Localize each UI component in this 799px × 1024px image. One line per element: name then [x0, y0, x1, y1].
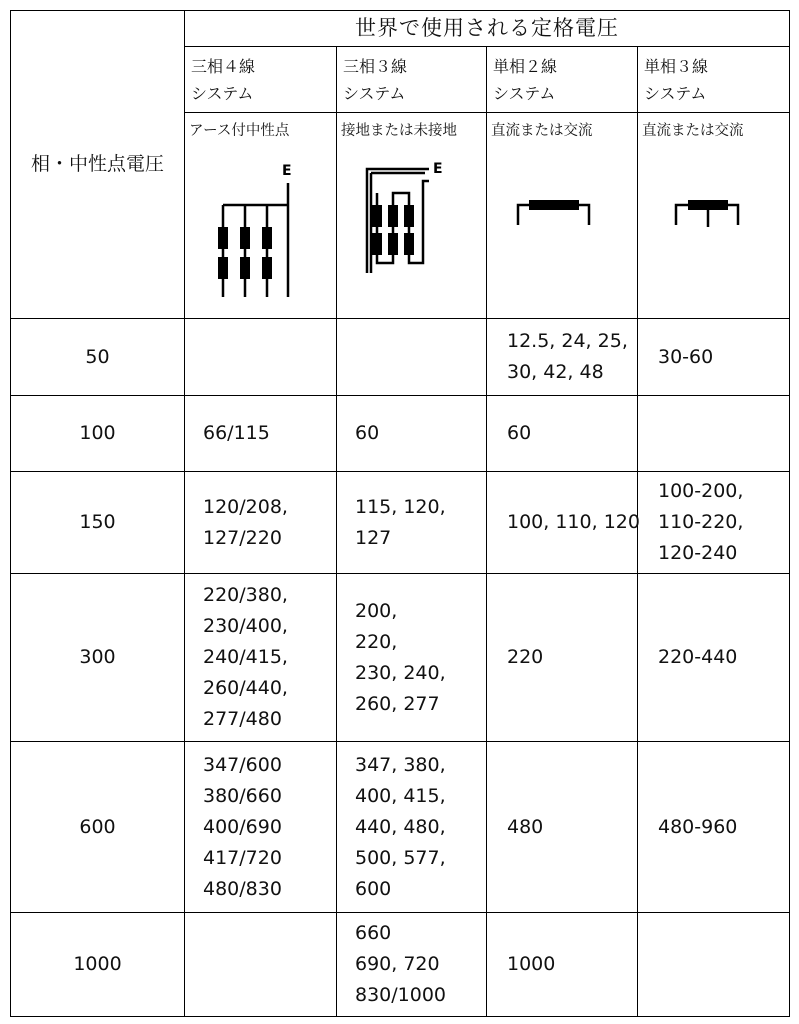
- value-line: 100, 110, 120: [507, 511, 640, 533]
- value-cell: [638, 396, 790, 472]
- diagram-label: 接地または未接地: [341, 123, 457, 139]
- value-line: 480-960: [658, 815, 738, 838]
- value-line: 30-60: [658, 345, 714, 368]
- value-line: 127: [355, 526, 392, 549]
- value-line: 260, 277: [355, 692, 440, 715]
- table-row: [11, 472, 790, 574]
- value-line: 260/440,: [203, 677, 288, 699]
- value-cell: [185, 472, 337, 574]
- table-row: [11, 396, 790, 472]
- value-cell: [487, 319, 638, 396]
- value-cell: [638, 319, 790, 396]
- diagram-cell-2: [337, 113, 487, 319]
- value-line: 1000: [507, 953, 556, 975]
- value-cell: [487, 574, 638, 742]
- value-cell: [337, 913, 487, 1017]
- diagram-cell-4: [638, 113, 790, 319]
- system-header-2: 三相３線 システム: [337, 47, 487, 113]
- value-line: 220,: [355, 630, 398, 653]
- value-cell: [487, 742, 638, 913]
- table-row: [11, 913, 790, 1017]
- diagram-label: 直流または交流: [491, 123, 593, 139]
- diagram-label: 直流または交流: [642, 123, 744, 139]
- value-cell: [487, 472, 638, 574]
- value-cell: [487, 913, 638, 1017]
- value-line: 347, 380,: [355, 753, 446, 776]
- value-cell: [337, 396, 487, 472]
- earth-label: E: [282, 163, 292, 179]
- corner-header: 相・中性点電圧: [11, 11, 185, 319]
- voltage-table: [10, 10, 790, 1017]
- value-line: 277/480: [203, 708, 282, 730]
- value-line: 830/1000: [355, 984, 447, 1006]
- diagram-cell-1: [185, 113, 337, 319]
- table-row: [11, 742, 790, 913]
- voltage-cell: 300: [11, 574, 185, 742]
- voltage-cell: 150: [11, 472, 185, 574]
- value-line: 400, 415,: [355, 784, 446, 807]
- value-cell: [337, 574, 487, 742]
- value-line: 115, 120,: [355, 495, 446, 518]
- value-line: 500, 577,: [355, 846, 446, 869]
- table-row: [11, 574, 790, 742]
- system-header-1: 三相４線 システム: [185, 47, 337, 113]
- value-line: 400/690: [203, 815, 282, 838]
- value-line: 230, 240,: [355, 661, 446, 684]
- value-cell: [185, 574, 337, 742]
- voltage-cell: 50: [11, 319, 185, 396]
- system-header-4: 単相３線 システム: [638, 47, 790, 113]
- value-cell: [337, 742, 487, 913]
- value-line: 12.5, 24, 25,: [507, 330, 628, 352]
- value-line: 120-240: [658, 542, 738, 564]
- value-cell: [185, 913, 337, 1017]
- value-line: 60: [355, 422, 380, 444]
- value-line: 240/415,: [203, 646, 288, 668]
- value-line: 60: [507, 422, 532, 444]
- value-line: 660: [355, 922, 392, 944]
- value-cell: [638, 574, 790, 742]
- value-line: 30, 42, 48: [507, 361, 604, 383]
- value-line: 600: [355, 877, 392, 900]
- value-line: 220-440: [658, 646, 738, 668]
- voltage-cell: 600: [11, 742, 185, 913]
- system-header-3: 単相２線 システム: [487, 47, 638, 113]
- value-line: 100-200,: [658, 480, 744, 502]
- voltage-cell: 100: [11, 396, 185, 472]
- value-line: 230/400,: [203, 615, 288, 637]
- value-cell: [185, 742, 337, 913]
- value-line: 690, 720: [355, 953, 440, 975]
- value-cell: [185, 396, 337, 472]
- diagram-label: アース付中性点: [189, 123, 290, 139]
- value-line: 347/600: [203, 753, 282, 776]
- three-phase-four-wire-diagram: [185, 113, 337, 319]
- earth-label: E: [433, 161, 443, 177]
- table-title: 世界で使用される定格電圧: [185, 11, 790, 47]
- value-line: 380/660: [203, 784, 282, 807]
- value-line: 220: [507, 646, 544, 668]
- value-cell: [638, 913, 790, 1017]
- single-phase-two-wire-diagram: [487, 113, 638, 319]
- value-cell: [487, 396, 638, 472]
- value-line: 220/380,: [203, 584, 288, 606]
- voltage-cell: 1000: [11, 913, 185, 1017]
- three-phase-three-wire-diagram: [337, 113, 487, 319]
- value-line: 200,: [355, 599, 398, 622]
- value-cell: [185, 319, 337, 396]
- value-line: 440, 480,: [355, 815, 446, 838]
- single-phase-three-wire-diagram: [638, 113, 790, 319]
- value-cell: [638, 742, 790, 913]
- value-line: 110-220,: [658, 511, 744, 533]
- value-cell: [638, 472, 790, 574]
- value-cell: [337, 472, 487, 574]
- table-row: [11, 319, 790, 396]
- value-line: 480/830: [203, 877, 282, 900]
- value-line: 417/720: [203, 846, 282, 869]
- value-line: 66/115: [203, 422, 270, 444]
- value-line: 120/208,: [203, 495, 288, 518]
- value-line: 480: [507, 815, 544, 838]
- value-line: 127/220: [203, 526, 282, 549]
- diagram-cell-3: [487, 113, 638, 319]
- value-cell: [337, 319, 487, 396]
